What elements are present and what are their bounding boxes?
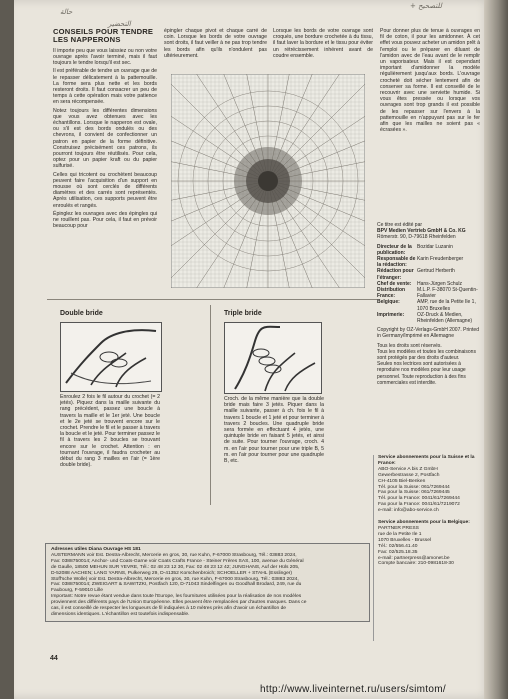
watermark-url: http://www.liveinternet.ru/users/simtom/ [260,684,446,695]
paragraph: Il est préférable de tendre un ouvrage que de le repasser délicatement à la pattemouille. La forme sera plus nette et les bords resteront droits. Il faut consacrer un peu de temps à cette opération mais votre patience en sera récompensée. [53,68,157,106]
useful-addresses-box [45,543,370,622]
imprint [377,222,479,386]
triple-bride-illustration [224,322,322,394]
service-title-belgium: Service abonnements pour la Belgique: [378,520,470,526]
address-line: Fax: 0388750014; ZWEIGART & SAWITZKI, Postfach 120, D-71043 Sindelfingen ou Goodhall Brodard, 249, rue du [51,582,302,588]
section-title [53,28,157,45]
imprint-intro: Ce titre est édité par [377,222,423,228]
imprint-note: Tous les modèles et toutes les combinaisons sont protégés par des droits d'auteur. [377,348,476,362]
divider [210,305,211,505]
imprint-value: Hans-Jürgen Schulz [417,280,463,287]
handwritten-note-2: التحضير [108,20,131,28]
address-line: Faubourg, F-59010 Lille [51,588,103,594]
imprint-publisher-address: Römerstr. 90, D-79618 Rheinfelden [377,234,456,241]
service-line: Compte bancaire: 210-0981618-30 [378,561,454,567]
imprint-label: Belgique: [377,299,400,306]
imprint-value: M.L.P. F-38070 St-Quentin-Fallavier [417,287,478,300]
service-line: Gewerbestrasse 2, Postfach [378,472,440,478]
imprint-copyright: Copyright by OZ-Verlags-GmbH 2007. Printed in Germany/Imprimé en Allemagne [377,327,479,340]
handwritten-note-1: حالة [60,8,73,16]
imprint-row [377,287,479,299]
paragraph: épingler chaque pivot et chaque carré de coin. Lorsque les bords de votre ouvrage sont droits, il faut veiller à ne pas trop tendre les bords afin qu'ils n'ondulent pas ultérieurement. [164,28,267,59]
imprint-row [377,256,479,268]
service-line: Tél. pour la Suisse: 061/7269444 [378,484,450,490]
service-line: Tél.: 02/556.41.40 [378,543,418,549]
address-line: de Gaulle, 18500 MEHUN SUR YEVRE, Tél.: 02 48 23 12 30, Fax: 02 48 23 12 42; JUNGHANS, Auf der Hüls 205, [51,564,300,570]
service-line: Fax: 02/525.18.35 [378,549,418,555]
section-title-line-2: LES NAPPERONS [53,35,121,45]
service-line: ABO-Service A bis Z GmbH [378,466,438,472]
section-title-line-1: CONSEILS POUR TENDRE [53,28,154,36]
service-line: e-mail: info@abo-service.ch [378,508,439,514]
imprint-note: Tous les droits sont réservés. [377,342,442,349]
imprint-label: Chef de vente: [377,280,412,287]
address-line: dimensions identiques. L'échantillon est toutefois indispensable. [51,611,190,617]
crochet-chart [171,74,365,288]
paragraph: Celles qui tricotent ou crochètent beaucoup peuvent faire l'acquisition d'un support en mousse où sont cerclés de différents diamètres et des carrés sont représentés. Après utilisation, ces supports peuvent être enroulés et rangés. [53,171,157,209]
divider [47,299,377,300]
double-bride-text [60,394,160,499]
service-title-switzerland-france: Service abonnements pour la Suisse et la France: [378,455,475,466]
imprint-label: Directeur de la publication: [377,243,412,256]
left-column [53,28,157,296]
imprint-value: Bozidar Luzanin [417,243,453,250]
imprint-row [377,244,479,256]
imprint-value: OZ-Druck & Medien, Rheinfelden (Allemagne) [417,311,473,325]
imprint-publisher: BPV Medien Vertrieb GmbH & Co. KG [377,228,466,235]
imprint-label: Rédaction pour l'étranger: [377,268,414,281]
handwritten-note-3: + للتصحيح [410,2,442,10]
address-line: proviennent des différents pays de l'Union Européenne. Elles peuvent être remplacées par d'autres marques. Dans ce [51,600,307,606]
service-line: PARTNER PRESS [378,525,419,531]
address-line: Important: Notre revue étant vendue dans toute l'Europe, les fournitures utilisées pour la réalisation de nos modèles [51,594,302,600]
imprint-value: AMP, rue de la Petite Ile 1, 1070 Bruxelles [417,299,476,312]
double-bride-illustration [60,322,162,392]
imprint-row [377,268,479,280]
service-line: Fax pour la France: 0041/61/7219072 [378,502,460,508]
paragraph: Il importe peu que vous laissiez ou non votre ouvrage après l'avoir terminé, mais il faut toujours le tendre lorsqu'il est sec. [53,47,157,67]
center-column [273,28,373,68]
paragraph: Pour donner plus de tenue à ouvrages en fil de coton, il pour les amidonner. À cet effet vous pouvez acheter un amidon prêt à l'emploi ou le préparer en diluant de l'amidon avec de l'eau avant de le remplir un vaporisateur. Mais il est cependant important d'amidonner la modèle régulièrement jusqu'aux bords. L'ouvrage crocheté doit sécher lentement afin de conserver sa forme. Il est conseillé de le recouvrir avec une serviette humide. Si vous êtes pressée ou lorsque vos ouvrages sont trop grands il est possible de les repasser sur l'envers à la pattemouille en n'appuyant pas sur le fer afin que les mailles ne soient pas « écrasées ». [380,28,480,134]
triple-bride-title: Triple bride [224,310,262,317]
double-bride-title: Double bride [60,310,103,317]
paragraph: Notez toujours les différentes dimensions que vous avez obtenues avec les échantillons. Lorsque le napperon est ovale, ou s'il est des bords ondulés ou des chevrons, il convient de confectionner un patron en papier de la forme définitive. Construisez précisément ces patrons, ils pourront toujours être réutilisés. Pour cela, optez pour un papier kraft ou du papier sulfurisé. [53,107,157,170]
middle-column [164,28,267,68]
imprint-label: Responsable de la rédaction: [377,256,416,269]
paragraph: Croch. de la même manière que la double bride mais faire 3 jetés. Piquer dans la maille suivante, passer à ch. fois le fil à travers 1 boucle et 1 jeté et pour terminer à travers 2 boucles. Une quadruple bride sera formée en effectuant 4 jetés, une quintuple bride en faisant 5 jetés, et ainsi de suite. Pour tourner l'ouvrage, croch. 4 m. en l'air pour tourner pour une triple B, 5 m. en l'air pour tourner pour une quadruple B, etc. [224,396,324,465]
paragraph: Enroulez 2 fois le fil autour du crochet (= 2 jetés). Piquez dans la maille suivante du rang précédent, passez une boucle à travers la maille et le 1er jeté. Une boucle et le 2e jeté se trouvent encore sur le crochet. Prendre le fil et le passer à travers la boucle et le jeté. Pour terminer passez le fil à travers les 2 boucles se trouvant encore sur le crochet. Attention : en tournant l'ouvrage, il faudra crocheter au début du rang 3 mailles en l'air (= 1ère double bride). [60,394,160,469]
service-line: rue de la Petite Ile 1 [378,531,422,537]
service-line: Fax pour la Suisse: 061/7269445 [378,490,450,496]
triple-bride-text [224,396,324,500]
imprint-label: Distribution France: [377,287,406,300]
imprint-row [377,299,479,311]
service-line: 1070 Bruxelles - Brussel [378,537,432,543]
imprint-row [377,312,479,324]
page-number: 44 [50,655,58,662]
service-line: CH-4105 Biel-Benken [378,478,426,484]
address-line: Fax: 0388750014; Anchor- und Coats-Garne voir Coats Crafts France - Steiner Frères SAS, 100, avenue du Général [51,558,304,564]
service-line: e-mail: partnerpress@amonet.be [378,555,450,561]
address-line: D-52088 AACHEN; LANG YARNS, Pulkerweg 29, D-41352 Korschenbroich; SCHOELLER + STAHL (Esslinger) [51,570,293,576]
address-line: AUSTERMANN voir Est. Destra-Albrecht, Mercerie en gros, 30, rue Kuhn, F-67000 Strasbourg, Tél.: 03883 2024, [51,552,297,558]
imprint-value: Karin Freudenberger [417,256,464,263]
imprint-value: Gertrud Herberth [417,268,455,275]
subscription-service [373,455,483,641]
right-column [380,28,480,200]
address-line: cas, il est conseillé de respecter les longueurs de fil indiquées à 10 mètres près afin d'avoir un échantillon de [51,606,287,612]
address-line: Stoff'sche Wolle) voir Est. Destra-Albrecht, Mercerie en gros, 30, rue Kuhn, F-67000 Strasbourg, Tél.: 03883 2024, [51,576,299,582]
paragraph: Lorsque les bords de votre ouvrage sont croqués, une bordure crochetée à du tissu, il faut laver la bordure et le tissu pour éviter un rétrécissement inhérent avant de coudre ensemble. [273,28,373,59]
crochet-chart-diagram [171,74,365,288]
imprint-label: Imprimerie: [377,311,405,318]
addresses-title: Adresses utiles Diana Ouvrage HS 181 [51,547,141,552]
service-line: Tél. pour la France: 0041/61/7269444 [378,496,460,502]
paragraph: Épinglez les ouvrages avec des épingles qui ne rouillent pas. Pour cela, il faut en prévoir beaucoup pour [53,210,157,230]
imprint-note: Seules nos lectrices sont autorisées à reproduire nos modèles pour leur usage personnel. Toute reproduction à des fins commerciales est interdite. [377,361,466,386]
page-edge [484,0,508,699]
